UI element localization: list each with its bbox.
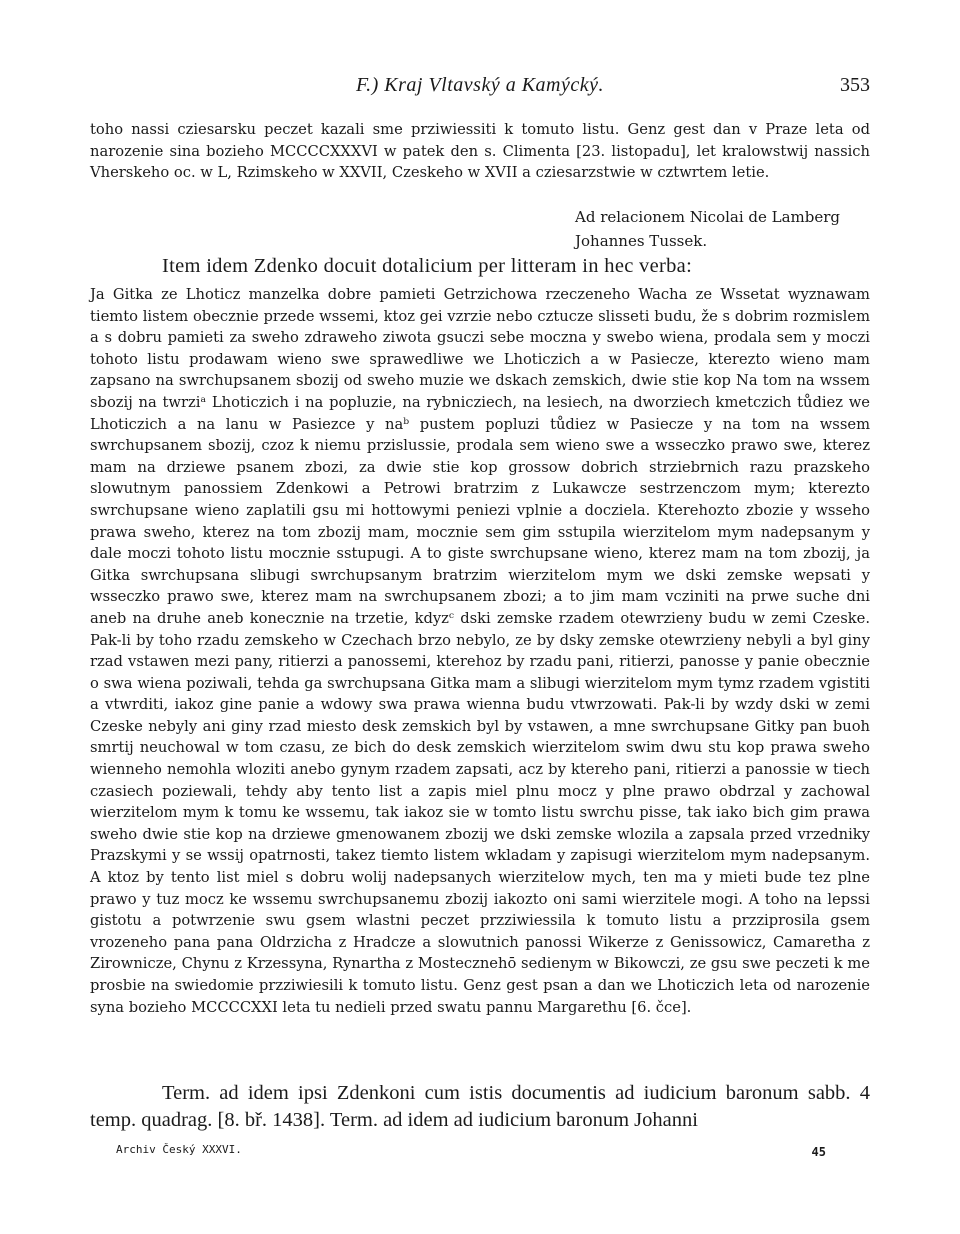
term-paragraph — [90, 1080, 870, 1134]
footer-publication: Archiv Český XXXVI. — [116, 1143, 242, 1156]
page-number: 353 — [840, 74, 870, 96]
signature-mark: 45 — [811, 1145, 826, 1159]
paragraph-text: toho nassi cziesarsku peczet kazali sme prziwiessiti k tomuto listu. Genz gest dan v Praze leta od narozenie sina bozieho MCCCCXXXVI w patek den s. Climenta [23. listopadu], let kralowstwij nassich Vherskeho oc. w L, Rzimskeho w XXVII, Czeskeho w XVII a cziesarzstwie w cztwrtem letie. — [90, 121, 870, 182]
paragraph-text: Ja Gitka ze Lhoticz manzelka dobre pamieti Getrzichowa rzeczeneho Wacha ze Wssetat wyznawam tiemto listem obecznie przede wssemi, ktoz gei vzrzie nebo cztucze slisseti budu, že s dobrim rozmislem a s dobru pamieti za sweho zdraweho ziwota gsuczi sebe moczna y swebo wiena, prodala sem y moczi tohoto listu prodawam wieno swe sprawedliwe we Lhoticzich a w Pasiecze, kterezto wieno mam zapsano na swrchupsanem sbozij od sweho muzie we dskach zemskich, dwie stie kop Na tom na wssem sbozij na twrziᵃ Lhoticzich i na popluzie, na rybnicziech, na lesiech, na dworziech kmetczich tůdiez we Lhoticzich a na lanu w Pasiezce y naᵇ pustem popluzi tůdiez w Pasiecze y na tom na wssem swrchupsanem sbozij, czoz k niemu przislussie, prodala sem wieno swe a wsseczko prawo swe, kterez mam na drziewe psanem zbozi, za dwie stie kop grossow dobrich strziebrnich razu prazskeho slowutnym panossiem Zdenkowi a Petrowi bratrzim z Lukawcze sestrzenczom mym; kterezto swrchupsane wieno zaplatili gsu mi hottowymi peniezi vplnie a docziela. Kterehozto zbozie y wsseho prawa sweho, kterez na tom zbozij mam, mocznie sem gim sstupila wierzitelom mym nadepsanym y dale moczi tohoto listu mocznie sstupugi. A to giste swrchupsane wieno, kterez mam na tom zbozij, ja Gitka swrchupsana slibugi swrchupsanym bratrzim wierzitelom mym we dski zemske wepsati y wsseczko prawo swe, kterez mam na swrchupsanem zbozi; a to jim mam vcziniti na prwe suche dni aneb na druhe aneb konecznie na trzetie, kdyzᶜ dski zemske rzadem otewrzieny budu w zemi Czeske. Pak-li by toho rzadu zemskeho w Czechach brzo nebylo, ze by dsky zemske otewrzieny nebyli a byl giny rzad vstawen mezi pany, ritierzi a panossemi, kterehoz by rzadu pani, ritierzi, panosse y panie obecznie o swa wiena poziwali, tehda ga swrchupsana Gitka mam a slibugi wierzitelom mym tymz rzadem vgistiti a vtwrditi, iakoz gine panie a wdowy swa prawa wienna budu vtwrzowati. Pak-li by wzdy dski w zemi Czeske nebyly ani giny rzad miesto desk zemskich byl by vstawen, a mne swrchupsane Gitky pan buoh smrtij neuchowal w tom czasu, ze bich do desk zemskich wierzitelom swim dwu stu kop prawa sweho wienneho nemohla wloziti anebo gynym rzadem zapsati, acz by ktereho pani, ritierzi a panossie w tiech czasiech poziewali, tehdy aby tento list a zapis miel plnu mocz y plne prawo obdrzal y zachowal wierzitelom mym k tomu ke wssemu, tak iakoz sie w tomto listu swrchu pisse, tak iako bich gim prawa sweho dwie stie kop na drziewe gmenowanem zbozij we dski zemske wlozila a zapsala przed vrzedniky Prazskymi y se wssij opatrnosti, takez tiemto listem wkladam y zapisugi wierzitelom mym nadepsanym. A ktoz by tento list miel s dobru wolij nadepsanych wierzitelow mych, ten ma y mieti bude tez plne prawo y tuz mocz ke wssemu swrchupsanemu zbozij iakozto oni sami wierzitele mogi. A toho na lepssi gistotu a potwrzenie swu gsem wlastni peczet przziwiessila k tomuto listu a przziprosila gsem vrozeneho pana pana Oldrzicha z Hradcze a slowutnich panossi Wikerze z Genissowicz, Camaretha z Zirownicze, Chynu z Krzessyna, Rynartha z Mostecznehō sedienym w Bikowczi, ze gsu swe peczeti k me prosbie na swiedomie przziwiesili k tomuto listu. Genz gest psan a dan we Lhoticzich leta od narozenie syna bozieho MCCCCXXI leta tu nedieli przed swatu pannu Margarethu [6. čce]. — [90, 286, 870, 1016]
signature-block — [575, 205, 840, 253]
signature-line: Ad relacionem Nicolai de Lamberg — [575, 208, 841, 226]
page-footer — [116, 1143, 826, 1163]
signature-line: Johannes Tussek. — [575, 232, 708, 250]
section-heading: Item idem Zdenko docuit dotalicium per litteram in hec verba: — [162, 255, 693, 277]
closing-paragraph — [90, 119, 870, 184]
running-title: F.) Kraj Vltavský a Kamýcký. — [355, 74, 604, 96]
paragraph-text: Term. ad idem ipsi Zdenkoni cum istis documentis ad iudicium baronum sabb. 4 temp. quadrag. [8. bř. 1438]. Term. ad idem ad iudicium baronum Johanni — [90, 1082, 870, 1131]
charter-paragraph — [90, 284, 870, 1018]
page-header — [90, 74, 870, 102]
